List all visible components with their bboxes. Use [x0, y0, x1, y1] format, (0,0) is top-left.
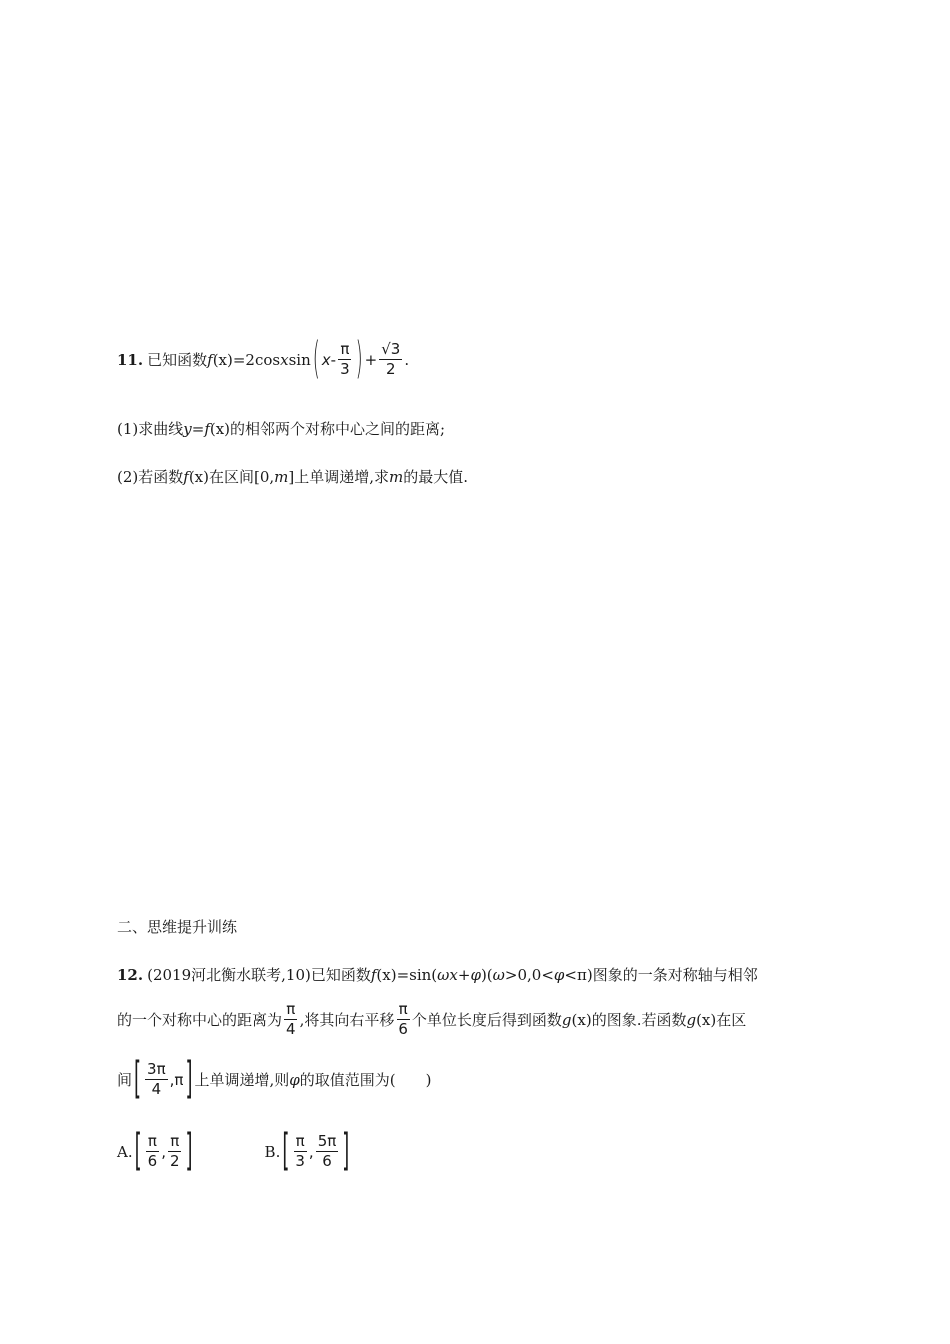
text: <π)图象的一条对称轴与相邻: [564, 966, 758, 984]
text: (x): [209, 419, 231, 438]
text: 在区: [716, 1011, 747, 1029]
left-bracket: [: [282, 1126, 290, 1177]
text: =sin(: [396, 965, 438, 984]
text: 的最大值.: [403, 468, 469, 486]
text: (x): [696, 1010, 717, 1029]
frac-den: 3: [340, 360, 350, 378]
frac-den: 2: [386, 360, 396, 378]
q11-fx: (x): [212, 350, 233, 369]
frac-num: π: [340, 340, 350, 358]
frac-den: 3: [295, 1152, 305, 1170]
text: 在区间[0,: [208, 468, 275, 486]
option-b-frac1: [293, 1132, 307, 1171]
q11-part1: [117, 418, 445, 439]
frac-den: 2: [169, 1152, 180, 1170]
left-bracket: [: [134, 1054, 142, 1105]
var-phi: φ: [289, 1070, 300, 1089]
var-g: g: [561, 1010, 572, 1029]
frac-den: 6: [322, 1152, 332, 1170]
fraction-3pi-4: [145, 1060, 168, 1099]
text: 上单调递增,则: [194, 1071, 290, 1089]
text: +: [457, 965, 471, 984]
text: >0,0<: [504, 965, 554, 984]
text: (x): [376, 965, 397, 984]
q11-eq: =2cos: [232, 350, 281, 369]
frac-den: 6: [147, 1152, 158, 1170]
q12-options: [117, 1126, 351, 1177]
option-b-label: B.: [264, 1142, 281, 1161]
frac-den: 6: [398, 1020, 408, 1038]
text: 的图象.若函数: [591, 1011, 687, 1029]
fraction-pi-3: [338, 340, 352, 379]
q11-f: f: [207, 350, 213, 369]
frac-num: π: [398, 1000, 408, 1018]
var-phi: φ: [553, 965, 565, 984]
q11-stem: [117, 334, 410, 385]
text: (1)求曲线: [117, 420, 184, 438]
text: 的一个对称中心的距离为: [117, 1011, 283, 1029]
text: =: [191, 419, 205, 438]
var-f: f: [183, 467, 189, 486]
option-a-frac2: [168, 1132, 182, 1171]
var-m: m: [389, 467, 404, 486]
right-bracket: ]: [185, 1126, 193, 1177]
text: 个单位长度后得到函数: [411, 1011, 562, 1029]
text: ,π: [169, 1070, 184, 1089]
q12-line1: [117, 964, 758, 985]
q12-line2: [117, 1000, 746, 1039]
var-f: f: [370, 965, 377, 984]
frac-num: √3: [381, 340, 401, 358]
text: 的相邻两个对称中心之间的距离;: [230, 420, 446, 438]
text: (2)若函数: [117, 468, 184, 486]
var-m: m: [274, 467, 289, 486]
fraction-sqrt3-2: [379, 340, 402, 379]
text: )(: [480, 965, 493, 984]
frac-den: 4: [151, 1080, 162, 1098]
option-b-frac2: [316, 1132, 339, 1171]
var-x: x: [449, 965, 458, 984]
left-bracket: [: [134, 1126, 142, 1177]
q11-plus: +: [364, 350, 378, 369]
text: ,将其向右平移: [299, 1011, 395, 1029]
q11-end: .: [404, 350, 410, 369]
q11-text: 已知函数: [147, 351, 208, 369]
q11-minus: -: [330, 350, 337, 369]
var-f: f: [204, 419, 210, 438]
q11-part2: [117, 466, 468, 487]
left-paren: (: [312, 334, 320, 385]
q11-number: 11.: [117, 350, 144, 369]
text: 间: [117, 1071, 133, 1089]
text: ]上单调递增,求: [288, 468, 390, 486]
frac-den: 4: [286, 1020, 296, 1038]
text: (2019河北衡水联考,10)已知函数: [147, 966, 371, 984]
q11-x: x: [280, 350, 289, 369]
frac-num: π: [170, 1132, 180, 1150]
frac-num: π: [147, 1132, 157, 1150]
var-omega: ω: [492, 965, 505, 984]
fraction-pi-6: [396, 1000, 410, 1039]
section-title-text: 二、思维提升训练: [117, 918, 238, 936]
var-phi: φ: [470, 965, 481, 984]
var-omega: ω: [437, 965, 450, 984]
comma: ,: [161, 1142, 166, 1161]
frac-num: π: [295, 1132, 305, 1150]
fraction-pi-4: [284, 1000, 298, 1039]
text: 的取值范围为( ): [299, 1071, 432, 1089]
var-g: g: [686, 1010, 697, 1029]
var-y: y: [183, 419, 192, 438]
frac-num: π: [286, 1000, 296, 1018]
q12-number: 12.: [117, 965, 144, 984]
option-a-label: A.: [117, 1142, 133, 1161]
q11-sin: sin: [288, 350, 311, 369]
text: (x): [571, 1010, 592, 1029]
q12-line3: [117, 1054, 432, 1105]
text: (x): [188, 467, 209, 486]
q11-x2: x: [321, 350, 331, 369]
right-bracket: ]: [342, 1126, 350, 1177]
right-bracket: ]: [185, 1054, 193, 1105]
right-paren: ): [355, 334, 363, 385]
frac-num: 5π: [317, 1132, 337, 1150]
section-title: [117, 916, 237, 937]
frac-num: 3π: [147, 1060, 166, 1078]
option-a-frac1: [146, 1132, 160, 1171]
comma: ,: [308, 1142, 314, 1161]
